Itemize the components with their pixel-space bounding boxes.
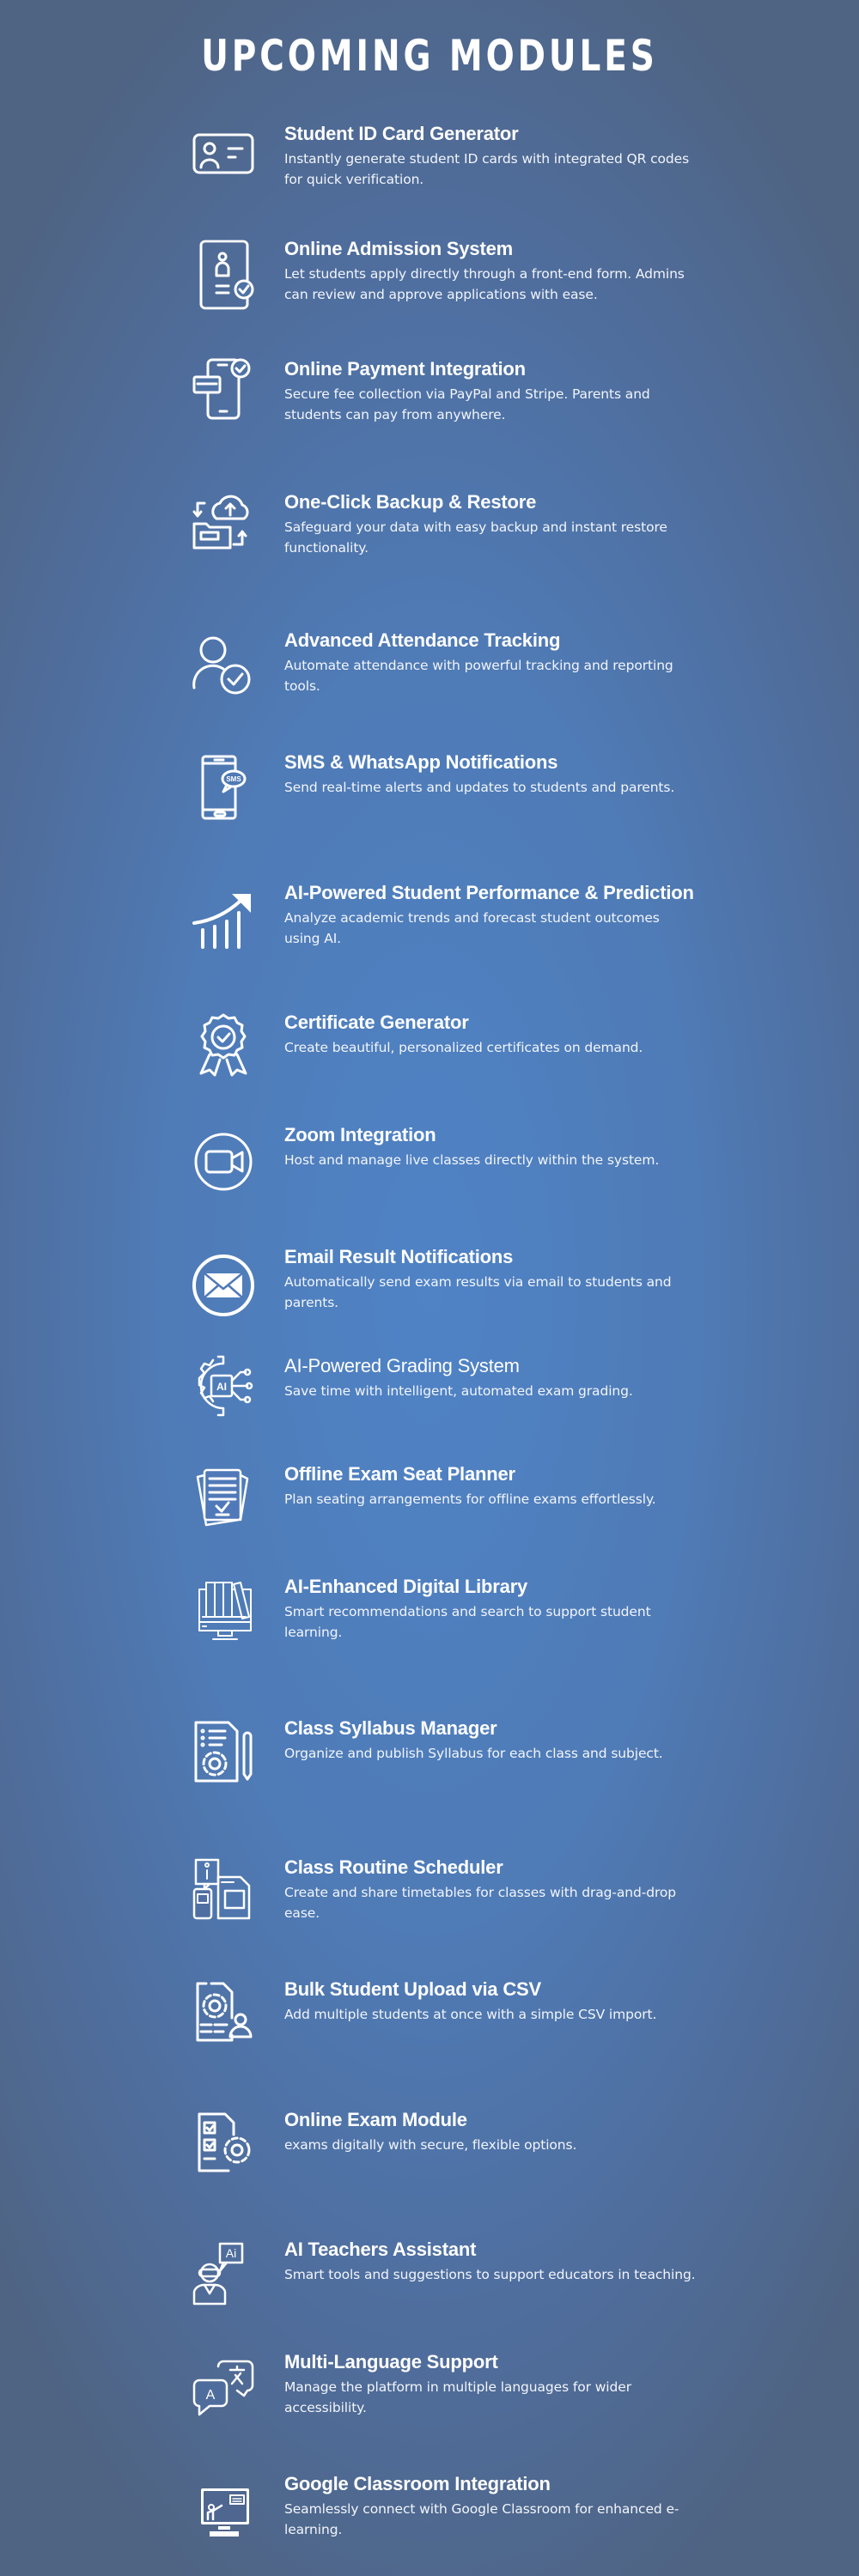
module-description: Automate attendance with powerful tracking and reporting tools.: [284, 658, 673, 694]
module-description: Smart recommendations and search to support student learning.: [284, 1604, 651, 1640]
module-title: Bulk Student Upload via CSV: [284, 1978, 541, 2000]
cloud-backup-icon: [189, 489, 258, 558]
module-description: Automatically send exam results via email to students and parents.: [284, 1274, 672, 1310]
module-description: Safeguard your data with easy backup and instant restore functionality.: [284, 519, 667, 556]
module-description: Secure fee collection via PayPal and Stripe. Parents and students can pay from anywhere.: [284, 386, 650, 422]
page-title: UPCOMING MODULES: [201, 31, 658, 81]
module-title: Email Result Notifications: [284, 1246, 514, 1267]
module-title: Online Payment Integration: [284, 358, 526, 380]
exam-paper-check-icon: [189, 1463, 258, 1532]
module-description: Save time with intelligent, automated exam grading.: [284, 1383, 633, 1399]
module-description: Organize and publish Syllabus for each class and subject.: [284, 1746, 663, 1761]
ai-teacher-icon: [189, 2240, 258, 2309]
admission-form-icon: [189, 238, 258, 307]
award-badge-icon: [189, 1010, 258, 1078]
growth-chart-icon: [189, 884, 258, 952]
id-card-icon: [189, 119, 258, 188]
module-description: exams digitally with secure, flexible options.: [284, 2137, 577, 2153]
module-title: Class Routine Scheduler: [284, 1856, 503, 1878]
module-title: One-Click Backup & Restore: [284, 491, 537, 513]
module-description: Instantly generate student ID cards with integrated QR codes for quick verification.: [284, 151, 690, 187]
svg-text:SMS: SMS: [226, 775, 241, 783]
module-title: Student ID Card Generator: [284, 123, 519, 144]
module-description: Send real-time alerts and updates to students and parents.: [284, 780, 675, 795]
module-description: Manage the platform in multiple languages for wider accessibility.: [284, 2379, 631, 2415]
user-check-icon: [189, 631, 258, 700]
svg-text:A: A: [205, 2388, 216, 2403]
module-title: SMS & WhatsApp Notifications: [284, 751, 558, 773]
svg-text:Ai: Ai: [225, 2246, 237, 2260]
module-title: Class Syllabus Manager: [284, 1717, 497, 1739]
exam-checklist-gear-icon: [189, 2109, 258, 2178]
module-description: Seamlessly connect with Google Classroom for enhanced e-learning.: [284, 2501, 679, 2537]
syllabus-document-icon: [189, 1717, 258, 1786]
module-title: AI Teachers Assistant: [284, 2239, 477, 2260]
module-title: Online Exam Module: [284, 2109, 467, 2130]
module-title: Online Admission System: [284, 238, 513, 259]
library-monitor-icon: [189, 1576, 258, 1644]
module-title: Multi-Language Support: [284, 2351, 498, 2372]
mobile-payment-icon: [189, 355, 258, 423]
module-description: Smart tools and suggestions to support educators in teaching.: [284, 2267, 696, 2282]
module-description: Analyze academic trends and forecast student outcomes using AI.: [284, 910, 660, 946]
module-title: Offline Exam Seat Planner: [284, 1463, 515, 1485]
translate-bubbles-icon: [189, 2351, 258, 2420]
module-description: Create and share timetables for classes with drag-and-drop ease.: [284, 1885, 677, 1921]
module-description: Create beautiful, personalized certificates on demand.: [284, 1040, 643, 1055]
module-title: AI-Powered Grading System: [284, 1355, 520, 1376]
module-title: AI-Powered Student Performance & Prediction: [284, 882, 694, 903]
module-title: Google Classroom Integration: [284, 2473, 551, 2494]
module-description: Let students apply directly through a front-end form. Admins can review and approve applications with ease.: [284, 266, 685, 302]
classroom-monitor-icon: [189, 2473, 258, 2542]
sms-phone-icon: [189, 753, 258, 822]
module-description: Host and manage live classes directly within the system.: [284, 1152, 660, 1168]
module-title: Zoom Integration: [284, 1124, 436, 1145]
module-title: AI-Enhanced Digital Library: [284, 1576, 528, 1597]
envelope-icon: [189, 1251, 258, 1320]
ai-gear-chip-icon: [189, 1352, 258, 1420]
module-description: Add multiple students at once with a simple CSV import.: [284, 2007, 657, 2022]
video-camera-icon: [189, 1127, 258, 1196]
svg-text:AI: AI: [216, 1381, 227, 1393]
csv-upload-user-icon: [189, 1978, 258, 2047]
schedule-devices-icon: [189, 1855, 258, 1923]
module-title: Certificate Generator: [284, 1012, 469, 1033]
module-description: Plan seating arrangements for offline exams effortlessly.: [284, 1492, 656, 1507]
module-title: Advanced Attendance Tracking: [284, 629, 561, 651]
